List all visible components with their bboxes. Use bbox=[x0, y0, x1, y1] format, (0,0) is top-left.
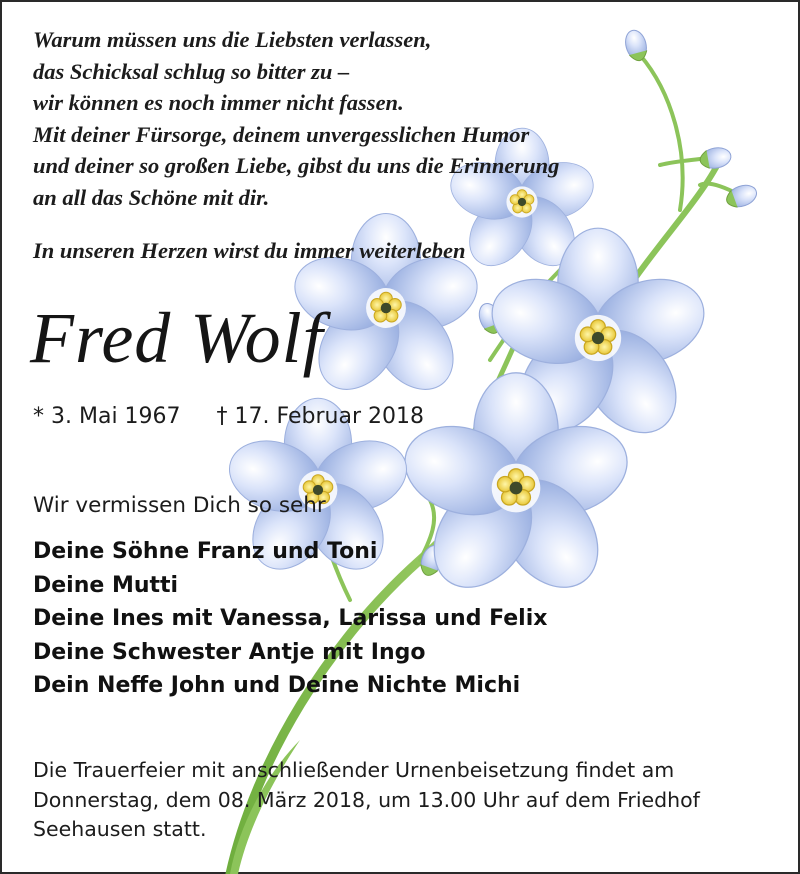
deceased-name: Fred Wolf bbox=[30, 298, 324, 378]
poem-line: das Schicksal schlug so bitter zu – bbox=[33, 58, 350, 84]
poem-line: an all das Schöne mit dir. bbox=[33, 184, 270, 210]
death-date: † 17. Februar 2018 bbox=[216, 404, 424, 429]
poem bbox=[33, 24, 653, 213]
mourner-entry: Deine Mutti bbox=[33, 572, 179, 598]
mourner-entry: Deine Ines mit Vanessa, Larissa und Felix bbox=[33, 606, 548, 631]
poem-line: Warum müssen uns die Liebsten verlassen, bbox=[33, 27, 432, 52]
poem-line: Mit deiner Fürsorge, deinem unvergesslichen Humor bbox=[33, 121, 530, 147]
funeral-notice bbox=[33, 756, 753, 845]
motto: In unseren Herzen wirst du immer weiterleben bbox=[33, 238, 466, 263]
funeral-line: Die Trauerfeier mit anschließender Urnenbeisetzung findet am bbox=[33, 758, 675, 782]
miss-line: Wir vermissen Dich so sehr bbox=[33, 493, 326, 518]
funeral-line: Seehausen statt. bbox=[33, 817, 207, 841]
mourner-entry: Dein Neffe John und Deine Nichte Michi bbox=[33, 673, 521, 698]
birth-date: * 3. Mai 1967 bbox=[33, 404, 181, 429]
mourner-entry: Deine Söhne Franz und Toni bbox=[33, 539, 378, 564]
life-dates bbox=[33, 402, 424, 432]
mourner-entry: Deine Schwester Antje mit Ingo bbox=[33, 639, 426, 665]
funeral-line: Donnerstag, dem 08. März 2018, um 13.00 Uhr auf dem Friedhof bbox=[33, 787, 700, 812]
poem-line: wir können es noch immer nicht fassen. bbox=[33, 90, 404, 115]
mourners-list bbox=[33, 535, 547, 703]
poem-line: und deiner so großen Liebe, gibst du uns die Erinnerung bbox=[33, 153, 560, 178]
